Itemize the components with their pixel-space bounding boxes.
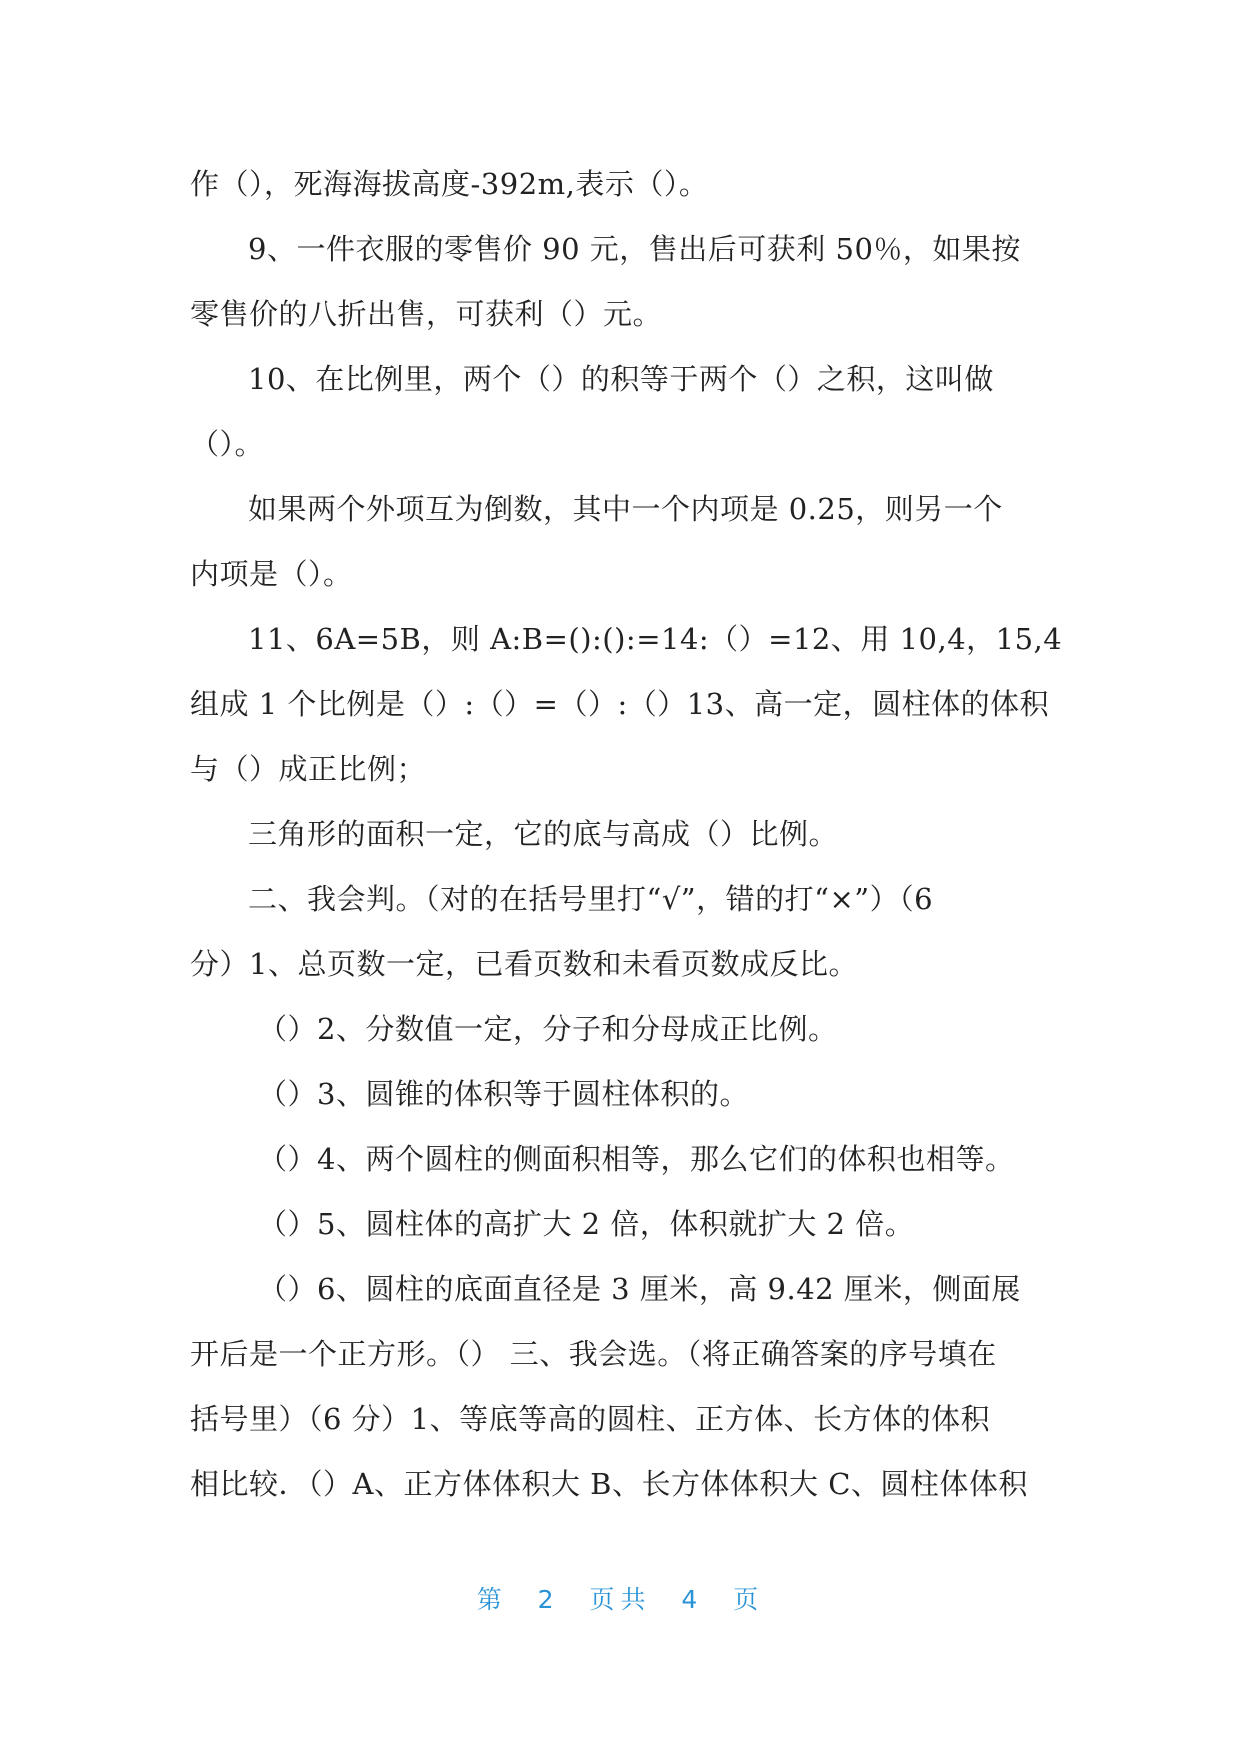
document-body (190, 152, 1063, 1517)
text-line: 与（）成正比例； (190, 752, 427, 786)
text-line: （）。 (190, 427, 265, 461)
text-line: （）2、分数值一定，分子和分母成正比例。 (258, 1012, 838, 1046)
text-line: 11、6A=5B，则 A:B=():():=14:（）=12、用 10,4，15,4 (248, 622, 1063, 656)
text-line: 作（），死海海拔高度-392m,表示（）。 (190, 167, 709, 201)
text-line: 10、在比例里，两个（）的积等于两个（）之积，这叫做 (248, 362, 994, 396)
text-line: （）3、圆锥的体积等于圆柱体积的。 (258, 1077, 749, 1111)
text-line: 零售价的八折出售，可获利（）元。 (190, 297, 663, 331)
text-line: 括号里）（6 分）1、等底等高的圆柱、正方体、长方体的体积 (190, 1402, 991, 1436)
page-number-footer: 第 2 页共 4 页 (476, 1585, 765, 1614)
text-line: 9、一件衣服的零售价 90 元，售出后可获利 50％，如果按 (248, 232, 1021, 266)
section-heading: 二、我会判。（对的在括号里打“√”，错的打“×”）（6 (248, 882, 934, 916)
text-line: 开后是一个正方形。（） 三、我会选。（将正确答案的序号填在 (190, 1337, 997, 1371)
text-line: （）4、两个圆柱的侧面积相等，那么它们的体积也相等。 (258, 1142, 1015, 1176)
text-line: 相比较．（）A、正方体体积大 B、长方体体积大 C、圆柱体体积 (190, 1467, 1028, 1501)
text-line: （）5、圆柱体的高扩大 2 倍，体积就扩大 2 倍。 (258, 1207, 915, 1241)
text-line: 如果两个外项互为倒数，其中一个内项是 0.25，则另一个 (248, 492, 1003, 526)
text-line: 分）1、总页数一定，已看页数和未看页数成反比。 (190, 947, 858, 981)
text-line: 内项是（）。 (190, 557, 353, 591)
text-line: 三角形的面积一定，它的底与高成（）比例。 (248, 817, 839, 851)
text-line: 组成 1 个比例是（）:（）=（）:（）13、高一定，圆柱体的体积 (190, 687, 1050, 721)
text-line: （）6、圆柱的底面直径是 3 厘米，高 9.42 厘米，侧面展 (258, 1272, 1021, 1306)
